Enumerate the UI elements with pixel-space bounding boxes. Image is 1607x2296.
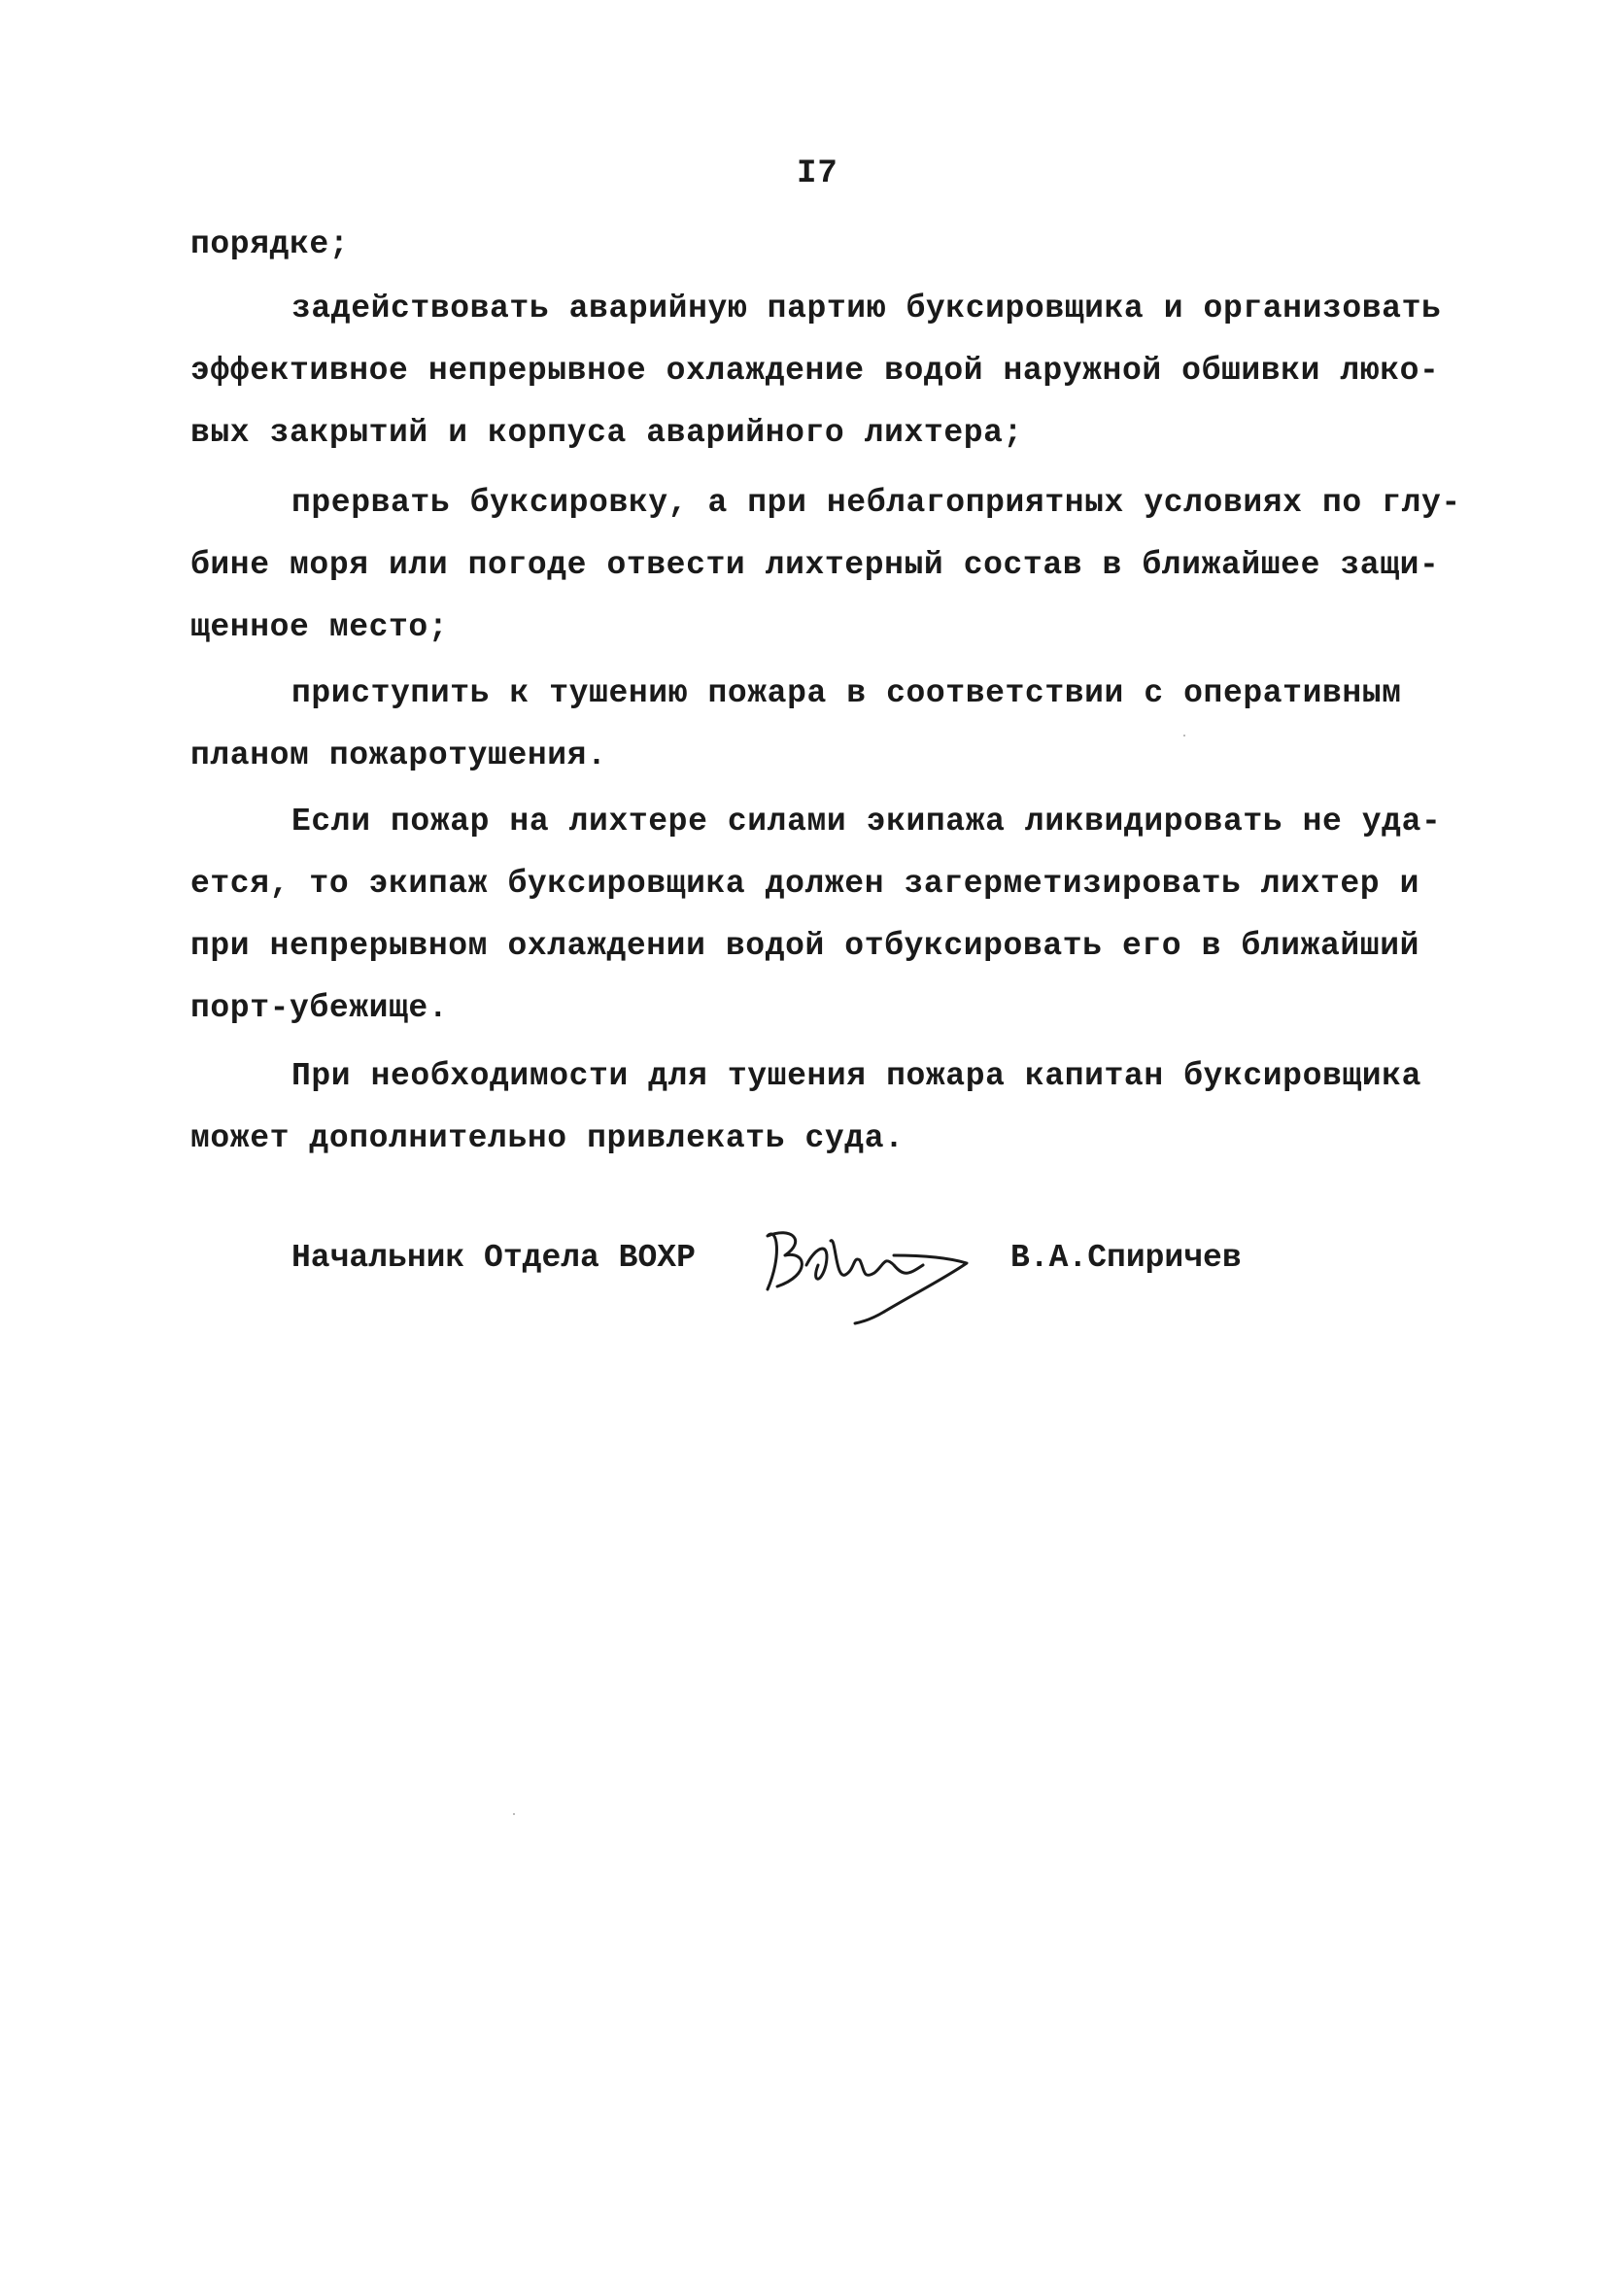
- text-line: бине моря или погоде отвести лихтерный состав в ближайшее защи-: [190, 547, 1440, 583]
- handwritten-signature: [738, 1197, 991, 1343]
- text-line: порядке;: [190, 226, 350, 262]
- text-line: может дополнительно привлекать суда.: [190, 1120, 905, 1156]
- text-line: щенное место;: [190, 609, 449, 645]
- text-line: эффективное непрерывное охлаждение водой наружной обшивки люко-: [190, 353, 1440, 389]
- text-line: планом пожаротушения.: [190, 737, 607, 773]
- scan-speck: [1183, 735, 1185, 737]
- signatory-title: Начальник Отдела ВОХР: [291, 1240, 696, 1276]
- text-line: ется, то экипаж буксировщика должен загерметизировать лихтер и: [190, 866, 1419, 902]
- text-line: При необходимости для тушения пожара капитан буксировщика: [291, 1058, 1421, 1094]
- text-line: порт-убежище.: [190, 990, 449, 1026]
- page-number: I7: [797, 155, 838, 192]
- text-line: Если пожар на лихтере силами экипажа ликвидировать не уда-: [291, 804, 1442, 840]
- scan-speck: [513, 1813, 515, 1815]
- signature-block: [291, 1226, 1360, 1343]
- text-line: вых закрытий и корпуса аварийного лихтера;: [190, 415, 1023, 451]
- text-line: приступить к тушению пожара в соответствии с оперативным: [291, 675, 1402, 711]
- signatory-name: В.А.Спиричев: [1010, 1240, 1242, 1276]
- text-line: прервать буксировку, а при неблагоприятных условиях по глу-: [291, 485, 1461, 521]
- text-line: при непрерывном охлаждении водой отбуксировать его в ближайший: [190, 928, 1419, 964]
- text-line: задействовать аварийную партию буксировщика и организовать: [291, 291, 1442, 326]
